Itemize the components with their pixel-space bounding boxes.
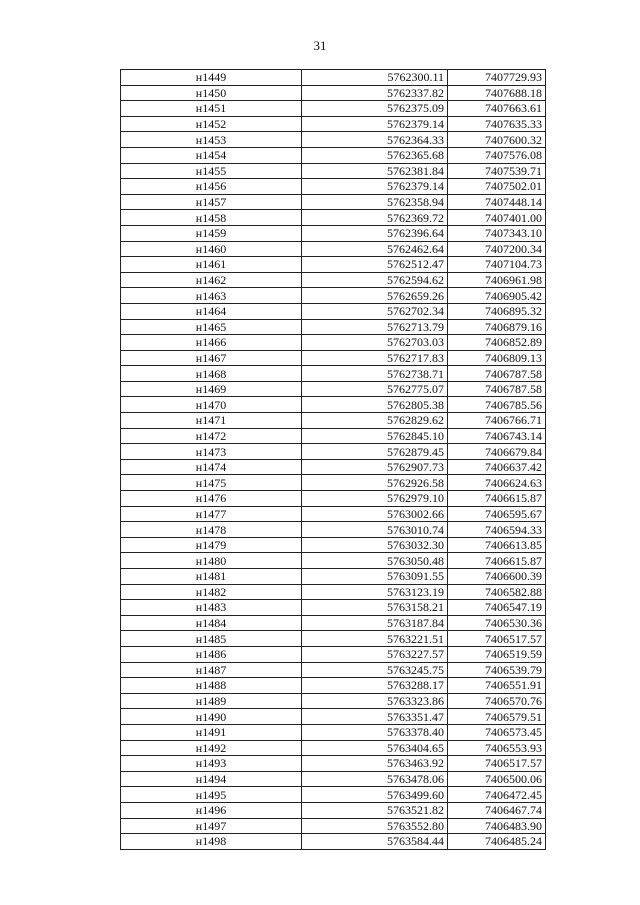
table-row <box>121 179 546 195</box>
y-coordinate-cell: 7406539.79 <box>448 662 546 678</box>
point-id-cell: н1471 <box>121 413 302 429</box>
point-id-cell: н1496 <box>121 802 302 818</box>
x-coordinate-cell: 5762594.62 <box>302 272 448 288</box>
y-coordinate-cell: 7406553.93 <box>448 740 546 756</box>
table-row <box>121 381 546 397</box>
x-coordinate-cell: 5762375.09 <box>302 101 448 117</box>
table-row <box>121 288 546 304</box>
y-coordinate-cell: 7406517.57 <box>448 756 546 772</box>
x-coordinate-cell: 5763002.66 <box>302 506 448 522</box>
y-coordinate-cell: 7406809.13 <box>448 350 546 366</box>
x-coordinate-cell: 5763091.55 <box>302 569 448 585</box>
point-id-cell: н1453 <box>121 132 302 148</box>
point-id-cell: н1493 <box>121 756 302 772</box>
point-id-cell: н1489 <box>121 693 302 709</box>
coordinates-table <box>120 69 546 850</box>
point-id-cell: н1478 <box>121 522 302 538</box>
y-coordinate-cell: 7406594.33 <box>448 522 546 538</box>
x-coordinate-cell: 5762358.94 <box>302 194 448 210</box>
table-row <box>121 194 546 210</box>
table-row <box>121 818 546 834</box>
y-coordinate-cell: 7407635.33 <box>448 116 546 132</box>
table-row <box>121 678 546 694</box>
point-id-cell: н1498 <box>121 834 302 850</box>
point-id-cell: н1474 <box>121 459 302 475</box>
x-coordinate-cell: 5763187.84 <box>302 615 448 631</box>
table-row <box>121 506 546 522</box>
table-row <box>121 491 546 507</box>
x-coordinate-cell: 5763351.47 <box>302 709 448 725</box>
y-coordinate-cell: 7406879.16 <box>448 319 546 335</box>
table-row <box>121 147 546 163</box>
table-row <box>121 834 546 850</box>
point-id-cell: н1491 <box>121 724 302 740</box>
x-coordinate-cell: 5762381.84 <box>302 163 448 179</box>
x-coordinate-cell: 5762702.34 <box>302 303 448 319</box>
table-row <box>121 631 546 647</box>
y-coordinate-cell: 7406467.74 <box>448 802 546 818</box>
point-id-cell: н1485 <box>121 631 302 647</box>
coordinates-table-body <box>121 70 546 850</box>
y-coordinate-cell: 7406766.71 <box>448 413 546 429</box>
table-row <box>121 802 546 818</box>
table-row <box>121 335 546 351</box>
y-coordinate-cell: 7406905.42 <box>448 288 546 304</box>
table-row <box>121 709 546 725</box>
x-coordinate-cell: 5762379.14 <box>302 179 448 195</box>
y-coordinate-cell: 7406579.51 <box>448 709 546 725</box>
y-coordinate-cell: 7406852.89 <box>448 335 546 351</box>
table-row <box>121 428 546 444</box>
y-coordinate-cell: 7406570.76 <box>448 693 546 709</box>
table-row <box>121 475 546 491</box>
table-row <box>121 444 546 460</box>
point-id-cell: н1454 <box>121 147 302 163</box>
x-coordinate-cell: 5762703.03 <box>302 335 448 351</box>
table-row <box>121 85 546 101</box>
y-coordinate-cell: 7406615.87 <box>448 491 546 507</box>
x-coordinate-cell: 5763227.57 <box>302 646 448 662</box>
point-id-cell: н1492 <box>121 740 302 756</box>
y-coordinate-cell: 7406573.45 <box>448 724 546 740</box>
x-coordinate-cell: 5762462.64 <box>302 241 448 257</box>
y-coordinate-cell: 7406547.19 <box>448 600 546 616</box>
table-row <box>121 600 546 616</box>
table-row <box>121 646 546 662</box>
x-coordinate-cell: 5763521.82 <box>302 802 448 818</box>
y-coordinate-cell: 7407539.71 <box>448 163 546 179</box>
x-coordinate-cell: 5762337.82 <box>302 85 448 101</box>
point-id-cell: н1464 <box>121 303 302 319</box>
point-id-cell: н1479 <box>121 537 302 553</box>
point-id-cell: н1462 <box>121 272 302 288</box>
point-id-cell: н1477 <box>121 506 302 522</box>
x-coordinate-cell: 5762879.45 <box>302 444 448 460</box>
table-row <box>121 210 546 226</box>
table-row <box>121 101 546 117</box>
y-coordinate-cell: 7407448.14 <box>448 194 546 210</box>
x-coordinate-cell: 5762365.68 <box>302 147 448 163</box>
y-coordinate-cell: 7407729.93 <box>448 70 546 86</box>
y-coordinate-cell: 7406595.67 <box>448 506 546 522</box>
y-coordinate-cell: 7406517.57 <box>448 631 546 647</box>
y-coordinate-cell: 7406785.56 <box>448 397 546 413</box>
x-coordinate-cell: 5763010.74 <box>302 522 448 538</box>
point-id-cell: н1487 <box>121 662 302 678</box>
x-coordinate-cell: 5762907.73 <box>302 459 448 475</box>
y-coordinate-cell: 7407401.00 <box>448 210 546 226</box>
table-row <box>121 413 546 429</box>
y-coordinate-cell: 7406637.42 <box>448 459 546 475</box>
x-coordinate-cell: 5763478.06 <box>302 771 448 787</box>
y-coordinate-cell: 7407502.01 <box>448 179 546 195</box>
page-number: 31 <box>313 38 327 53</box>
y-coordinate-cell: 7406895.32 <box>448 303 546 319</box>
x-coordinate-cell: 5762396.64 <box>302 225 448 241</box>
x-coordinate-cell: 5762979.10 <box>302 491 448 507</box>
point-id-cell: н1457 <box>121 194 302 210</box>
point-id-cell: н1495 <box>121 787 302 803</box>
y-coordinate-cell: 7406624.63 <box>448 475 546 491</box>
point-id-cell: н1469 <box>121 381 302 397</box>
x-coordinate-cell: 5762713.79 <box>302 319 448 335</box>
x-coordinate-cell: 5763552.80 <box>302 818 448 834</box>
table-row <box>121 225 546 241</box>
x-coordinate-cell: 5763032.30 <box>302 537 448 553</box>
table-row <box>121 787 546 803</box>
table-row <box>121 303 546 319</box>
table-row <box>121 70 546 86</box>
x-coordinate-cell: 5762829.62 <box>302 413 448 429</box>
point-id-cell: н1470 <box>121 397 302 413</box>
point-id-cell: н1461 <box>121 257 302 273</box>
table-row <box>121 584 546 600</box>
point-id-cell: н1460 <box>121 241 302 257</box>
table-row <box>121 132 546 148</box>
y-coordinate-cell: 7407343.10 <box>448 225 546 241</box>
x-coordinate-cell: 5762775.07 <box>302 381 448 397</box>
x-coordinate-cell: 5763245.75 <box>302 662 448 678</box>
table-row <box>121 319 546 335</box>
y-coordinate-cell: 7407200.34 <box>448 241 546 257</box>
point-id-cell: н1475 <box>121 475 302 491</box>
point-id-cell: н1458 <box>121 210 302 226</box>
point-id-cell: н1480 <box>121 553 302 569</box>
x-coordinate-cell: 5763499.60 <box>302 787 448 803</box>
point-id-cell: н1484 <box>121 615 302 631</box>
table-row <box>121 241 546 257</box>
x-coordinate-cell: 5763323.86 <box>302 693 448 709</box>
table-row <box>121 116 546 132</box>
y-coordinate-cell: 7406600.39 <box>448 569 546 585</box>
point-id-cell: н1463 <box>121 288 302 304</box>
x-coordinate-cell: 5763584.44 <box>302 834 448 850</box>
x-coordinate-cell: 5762738.71 <box>302 366 448 382</box>
point-id-cell: н1468 <box>121 366 302 382</box>
y-coordinate-cell: 7406743.14 <box>448 428 546 444</box>
table-row <box>121 350 546 366</box>
table-row <box>121 569 546 585</box>
y-coordinate-cell: 7406615.87 <box>448 553 546 569</box>
y-coordinate-cell: 7406582.88 <box>448 584 546 600</box>
x-coordinate-cell: 5762717.83 <box>302 350 448 366</box>
x-coordinate-cell: 5762512.47 <box>302 257 448 273</box>
x-coordinate-cell: 5763404.65 <box>302 740 448 756</box>
x-coordinate-cell: 5762300.11 <box>302 70 448 86</box>
x-coordinate-cell: 5763050.48 <box>302 553 448 569</box>
x-coordinate-cell: 5763221.51 <box>302 631 448 647</box>
x-coordinate-cell: 5762364.33 <box>302 132 448 148</box>
table-row <box>121 397 546 413</box>
point-id-cell: н1455 <box>121 163 302 179</box>
x-coordinate-cell: 5763463.92 <box>302 756 448 772</box>
table-row <box>121 366 546 382</box>
point-id-cell: н1490 <box>121 709 302 725</box>
table-row <box>121 522 546 538</box>
x-coordinate-cell: 5762845.10 <box>302 428 448 444</box>
point-id-cell: н1473 <box>121 444 302 460</box>
table-row <box>121 771 546 787</box>
table-row <box>121 257 546 273</box>
x-coordinate-cell: 5762926.58 <box>302 475 448 491</box>
table-row <box>121 756 546 772</box>
x-coordinate-cell: 5763288.17 <box>302 678 448 694</box>
table-row <box>121 724 546 740</box>
x-coordinate-cell: 5763158.21 <box>302 600 448 616</box>
table-row <box>121 272 546 288</box>
point-id-cell: н1451 <box>121 101 302 117</box>
table-row <box>121 163 546 179</box>
point-id-cell: н1465 <box>121 319 302 335</box>
y-coordinate-cell: 7406519.59 <box>448 646 546 662</box>
y-coordinate-cell: 7406485.24 <box>448 834 546 850</box>
table-row <box>121 615 546 631</box>
y-coordinate-cell: 7406679.84 <box>448 444 546 460</box>
point-id-cell: н1452 <box>121 116 302 132</box>
y-coordinate-cell: 7406787.58 <box>448 366 546 382</box>
y-coordinate-cell: 7407663.61 <box>448 101 546 117</box>
point-id-cell: н1494 <box>121 771 302 787</box>
y-coordinate-cell: 7406613.85 <box>448 537 546 553</box>
y-coordinate-cell: 7406500.06 <box>448 771 546 787</box>
y-coordinate-cell: 7406551.91 <box>448 678 546 694</box>
table-row <box>121 662 546 678</box>
x-coordinate-cell: 5762369.72 <box>302 210 448 226</box>
point-id-cell: н1472 <box>121 428 302 444</box>
point-id-cell: н1483 <box>121 600 302 616</box>
point-id-cell: н1482 <box>121 584 302 600</box>
x-coordinate-cell: 5763378.40 <box>302 724 448 740</box>
point-id-cell: н1497 <box>121 818 302 834</box>
y-coordinate-cell: 7407576.08 <box>448 147 546 163</box>
point-id-cell: н1466 <box>121 335 302 351</box>
table-row <box>121 553 546 569</box>
x-coordinate-cell: 5762659.26 <box>302 288 448 304</box>
y-coordinate-cell: 7406787.58 <box>448 381 546 397</box>
x-coordinate-cell: 5762805.38 <box>302 397 448 413</box>
y-coordinate-cell: 7407104.73 <box>448 257 546 273</box>
point-id-cell: н1476 <box>121 491 302 507</box>
table-row <box>121 459 546 475</box>
point-id-cell: н1467 <box>121 350 302 366</box>
y-coordinate-cell: 7406961.98 <box>448 272 546 288</box>
y-coordinate-cell: 7406483.90 <box>448 818 546 834</box>
y-coordinate-cell: 7407600.32 <box>448 132 546 148</box>
point-id-cell: н1486 <box>121 646 302 662</box>
point-id-cell: н1459 <box>121 225 302 241</box>
point-id-cell: н1488 <box>121 678 302 694</box>
x-coordinate-cell: 5762379.14 <box>302 116 448 132</box>
x-coordinate-cell: 5763123.19 <box>302 584 448 600</box>
table-row <box>121 740 546 756</box>
point-id-cell: н1481 <box>121 569 302 585</box>
y-coordinate-cell: 7406530.36 <box>448 615 546 631</box>
point-id-cell: н1449 <box>121 70 302 86</box>
point-id-cell: н1456 <box>121 179 302 195</box>
table-row <box>121 693 546 709</box>
table-row <box>121 537 546 553</box>
point-id-cell: н1450 <box>121 85 302 101</box>
y-coordinate-cell: 7406472.45 <box>448 787 546 803</box>
y-coordinate-cell: 7407688.18 <box>448 85 546 101</box>
